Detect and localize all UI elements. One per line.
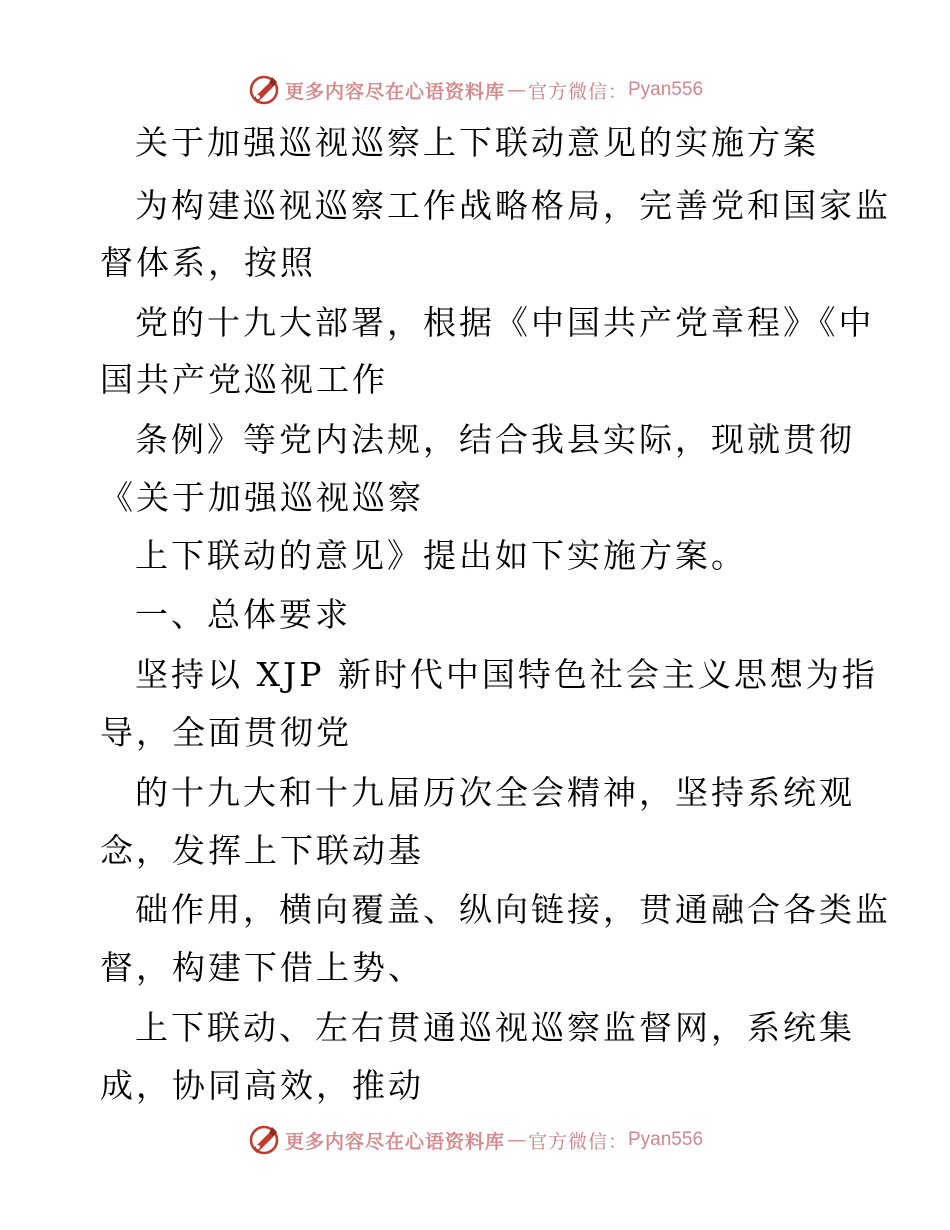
watermark-dash: —	[506, 79, 526, 101]
watermark-wechat-id: Pyan556	[628, 79, 704, 100]
section-heading: 一、总体要求	[135, 595, 351, 634]
paragraph-line: 督，构建下借上势、	[100, 948, 424, 987]
paragraph-line: 的十九大和十九届历次全会精神，坚持系统观	[135, 773, 855, 812]
watermark-dash: —	[506, 1129, 526, 1151]
document-title: 关于加强巡视巡察上下联动意见的实施方案	[135, 123, 819, 162]
watermark-main-text: 更多内容尽在心语资料库	[284, 1130, 505, 1153]
watermark-main-text: 更多内容尽在心语资料库	[284, 80, 505, 103]
watermark-sub-text: 官方微信：	[527, 80, 628, 103]
paragraph-line: 《关于加强巡视巡察	[100, 478, 424, 517]
paragraph-line: 念，发挥上下联动基	[100, 831, 424, 870]
watermark-sub-text: 官方微信：	[527, 1130, 628, 1153]
watermark-wechat-id: Pyan556	[628, 1129, 704, 1150]
paragraph-line: 党的十九大部署，根据《中国共产党章程》《中	[135, 303, 875, 342]
paragraph-line: 上下联动的意见》提出如下实施方案。	[135, 536, 747, 575]
paragraph-line: 国共产党巡视工作	[100, 360, 388, 399]
paragraph-line: 上下联动、左右贯通巡视巡察监督网，系统集	[135, 1008, 855, 1047]
paragraph-line: 督体系，按照	[100, 243, 316, 282]
footer-watermark	[0, 1120, 950, 1160]
paragraph-line: 条例》等党内法规，结合我县实际，现就贯彻	[135, 420, 855, 459]
paragraph-line: 成，协同高效，推动	[100, 1066, 424, 1105]
paragraph-line: 坚持以 XJP 新时代中国特色社会主义思想为指	[135, 655, 878, 694]
pen-logo-icon	[247, 73, 281, 107]
paragraph-line: 为构建巡视巡察工作战略格局，完善党和国家监	[135, 186, 891, 225]
paragraph-line: 导，全面贯彻党	[100, 713, 352, 752]
header-watermark	[0, 70, 950, 110]
pen-logo-icon	[247, 1123, 281, 1157]
paragraph-line: 础作用，横向覆盖、纵向链接，贯通融合各类监	[135, 890, 891, 929]
